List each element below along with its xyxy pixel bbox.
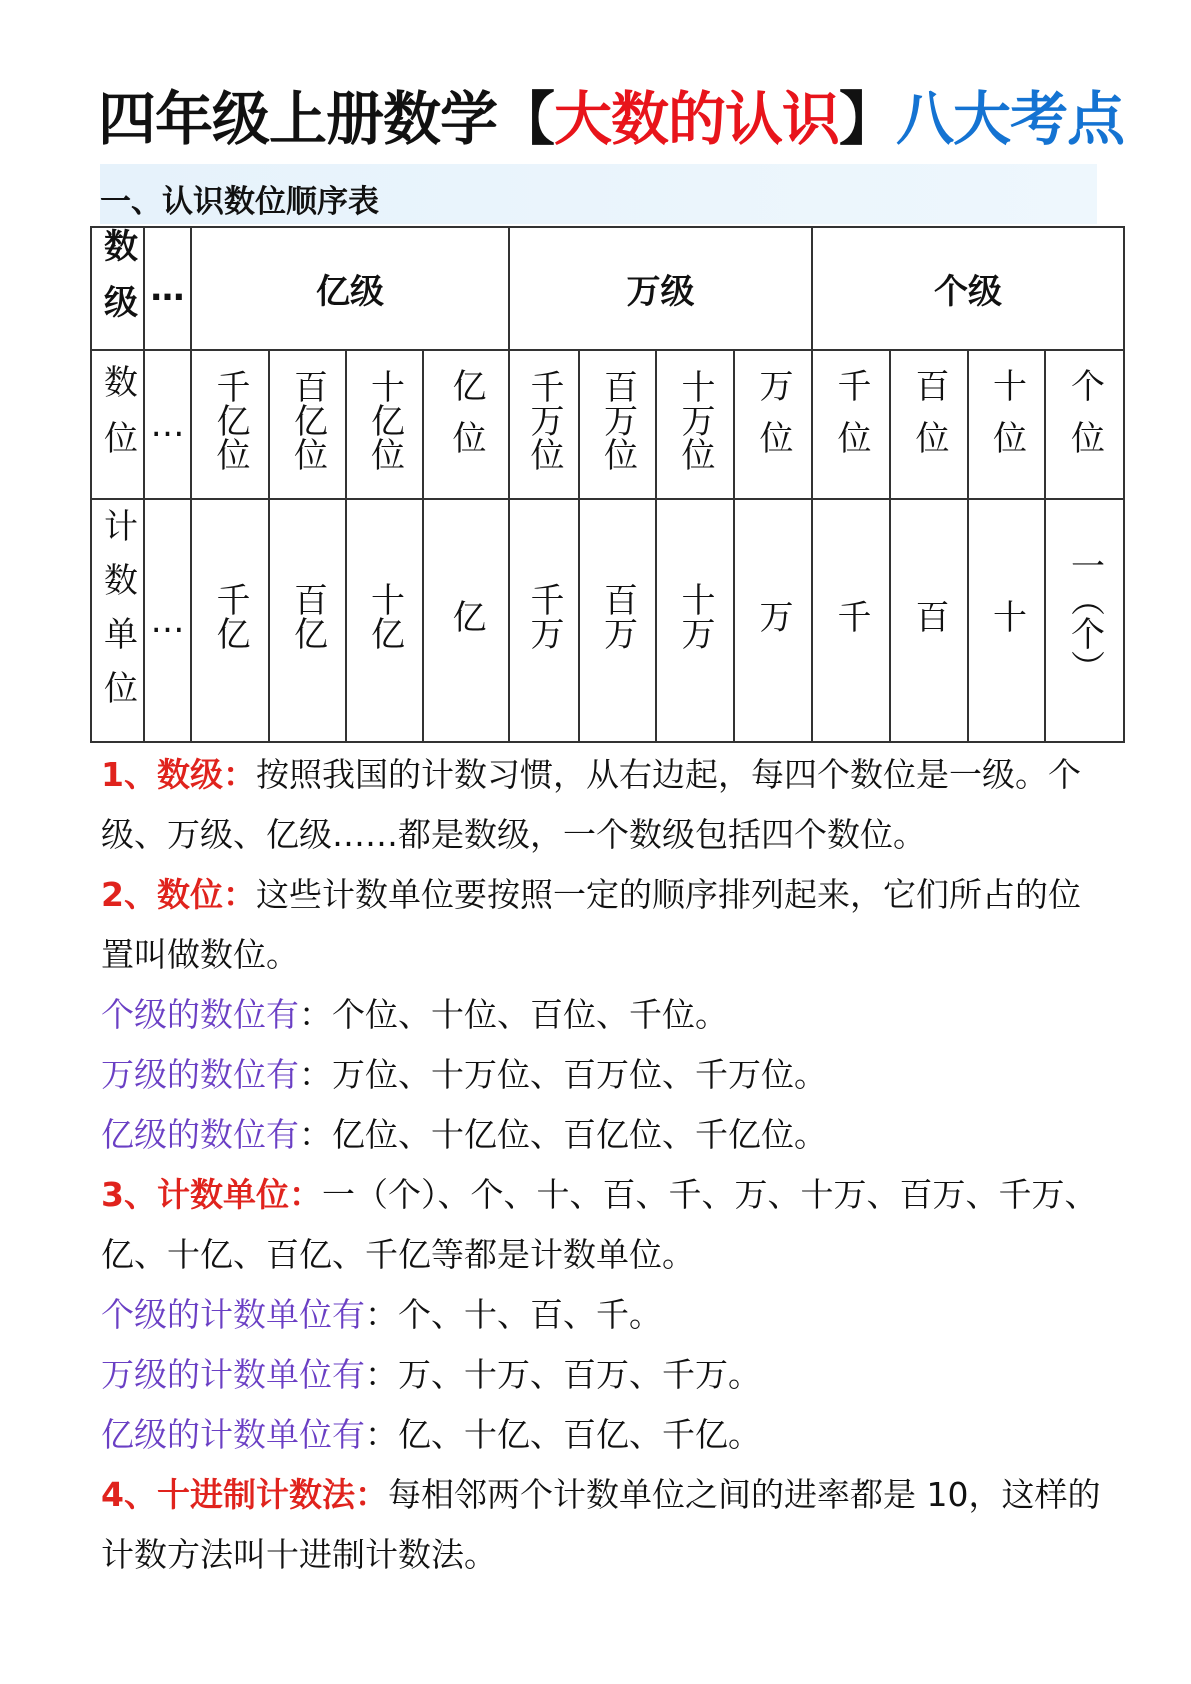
ellipsis-cell: … xyxy=(144,499,191,742)
note-digit-level xyxy=(101,745,1111,865)
label-text: 计数单位 xyxy=(97,508,138,724)
level-cell: 个级 xyxy=(812,227,1124,350)
ellipsis-cell: … xyxy=(144,227,191,350)
label-text: 数级 xyxy=(97,228,138,340)
unit-cell xyxy=(734,499,812,742)
row-label xyxy=(91,350,144,499)
place-text: 千亿位 xyxy=(210,369,250,471)
note-heading: 2、数位： xyxy=(101,875,256,914)
note-decimal-system xyxy=(101,1465,1111,1585)
unit-cell xyxy=(812,499,890,742)
note-body: ：万位、十万位、百万位、千万位。 xyxy=(299,1055,827,1094)
unit-text: 一（个） xyxy=(1064,548,1105,684)
note-label: 万级的数位有 xyxy=(101,1055,299,1094)
row-label xyxy=(91,227,144,350)
title-prefix: 四年级上册数学【 xyxy=(98,85,555,153)
place-cell xyxy=(968,350,1045,499)
note-sub xyxy=(101,1045,1111,1105)
unit-text: 十万 xyxy=(675,582,715,650)
unit-cell xyxy=(1045,499,1124,742)
title-suffix: 八大考点 xyxy=(896,85,1125,153)
place-value-table xyxy=(90,226,1125,743)
place-cell xyxy=(734,350,812,499)
note-body: 每相邻两个计数单位之间的进率都是 10，这样的计数方法叫十进制计数法。 xyxy=(101,1475,1101,1574)
note-counting-unit xyxy=(101,1165,1111,1285)
place-text: 百位 xyxy=(909,368,949,472)
place-text: 百万位 xyxy=(597,369,638,471)
row-places xyxy=(91,350,1124,499)
unit-cell xyxy=(509,499,579,742)
section-header xyxy=(100,164,1097,224)
row-levels xyxy=(91,227,1124,350)
note-label: 个级的计数单位有 xyxy=(101,1295,365,1334)
unit-text: 千亿 xyxy=(210,582,250,650)
page-title xyxy=(98,72,1124,156)
unit-text: 万 xyxy=(753,599,793,633)
note-body: 一（个）、个、十、百、千、万、十万、百万、千万、亿、十亿、百亿、千亿等都是计数单位。 xyxy=(101,1175,1098,1274)
unit-text: 十 xyxy=(986,599,1027,633)
note-heading: 1、数级： xyxy=(101,755,256,794)
place-text: 亿位 xyxy=(446,368,486,472)
place-cell xyxy=(1045,350,1124,499)
unit-cell xyxy=(656,499,734,742)
place-cell xyxy=(191,350,269,499)
place-text: 十位 xyxy=(986,368,1027,472)
note-heading: 3、计数单位： xyxy=(101,1175,322,1214)
note-sub xyxy=(101,1285,1111,1345)
note-label: 亿级的数位有 xyxy=(101,1115,299,1154)
place-text: 千位 xyxy=(831,368,871,472)
note-label: 万级的计数单位有 xyxy=(101,1355,365,1394)
note-sub xyxy=(101,1405,1111,1465)
place-text: 个位 xyxy=(1064,368,1105,472)
row-units xyxy=(91,499,1124,742)
place-cell xyxy=(509,350,579,499)
unit-cell xyxy=(579,499,656,742)
title-bracket: 】 xyxy=(839,85,897,153)
place-text: 十万位 xyxy=(675,369,715,471)
note-body: ：万、十万、百万、千万。 xyxy=(365,1355,761,1394)
unit-cell xyxy=(890,499,968,742)
ellipsis-cell: … xyxy=(144,350,191,499)
place-cell xyxy=(346,350,423,499)
unit-cell xyxy=(191,499,269,742)
row-label xyxy=(91,499,144,742)
place-text: 千万位 xyxy=(524,369,564,471)
note-digit-place xyxy=(101,865,1111,985)
unit-text: 亿 xyxy=(446,599,486,633)
place-cell xyxy=(579,350,656,499)
place-cell xyxy=(656,350,734,499)
note-label: 个级的数位有 xyxy=(101,995,299,1034)
place-cell xyxy=(812,350,890,499)
place-cell xyxy=(269,350,346,499)
unit-cell xyxy=(423,499,509,742)
unit-text: 百 xyxy=(909,599,949,633)
note-sub xyxy=(101,1345,1111,1405)
note-body: ：个、十、百、千。 xyxy=(365,1295,662,1334)
place-text: 十亿位 xyxy=(364,369,405,471)
note-body: 这些计数单位要按照一定的顺序排列起来，它们所占的位置叫做数位。 xyxy=(101,875,1081,974)
note-label: 亿级的计数单位有 xyxy=(101,1415,365,1454)
title-topic: 大数的认识 xyxy=(554,85,840,153)
note-body: ：亿位、十亿位、百亿位、千亿位。 xyxy=(299,1115,827,1154)
section-heading: 一、认识数位顺序表 xyxy=(100,184,379,220)
level-cell: 万级 xyxy=(509,227,812,350)
unit-text: 千万 xyxy=(524,582,564,650)
unit-text: 百万 xyxy=(597,582,638,650)
unit-text: 千 xyxy=(831,599,871,633)
note-body: 按照我国的计数习惯，从右边起，每四个数位是一级。个级、万级、亿级……都是数级，一个数级包括四个数位。 xyxy=(101,755,1081,854)
label-text: 数位 xyxy=(97,364,138,476)
place-text: 万位 xyxy=(753,368,793,472)
unit-cell xyxy=(346,499,423,742)
notes xyxy=(101,745,1111,1585)
note-body: ：亿、十亿、百亿、千亿。 xyxy=(365,1415,761,1454)
note-sub xyxy=(101,985,1111,1045)
place-cell xyxy=(890,350,968,499)
unit-text: 十亿 xyxy=(364,582,405,650)
note-sub xyxy=(101,1105,1111,1165)
unit-text: 百亿 xyxy=(287,582,328,650)
unit-cell xyxy=(269,499,346,742)
note-heading: 4、十进制计数法： xyxy=(101,1475,388,1514)
level-cell: 亿级 xyxy=(191,227,509,350)
place-text: 百亿位 xyxy=(287,369,328,471)
unit-cell xyxy=(968,499,1045,742)
note-body: ：个位、十位、百位、千位。 xyxy=(299,995,728,1034)
place-cell xyxy=(423,350,509,499)
